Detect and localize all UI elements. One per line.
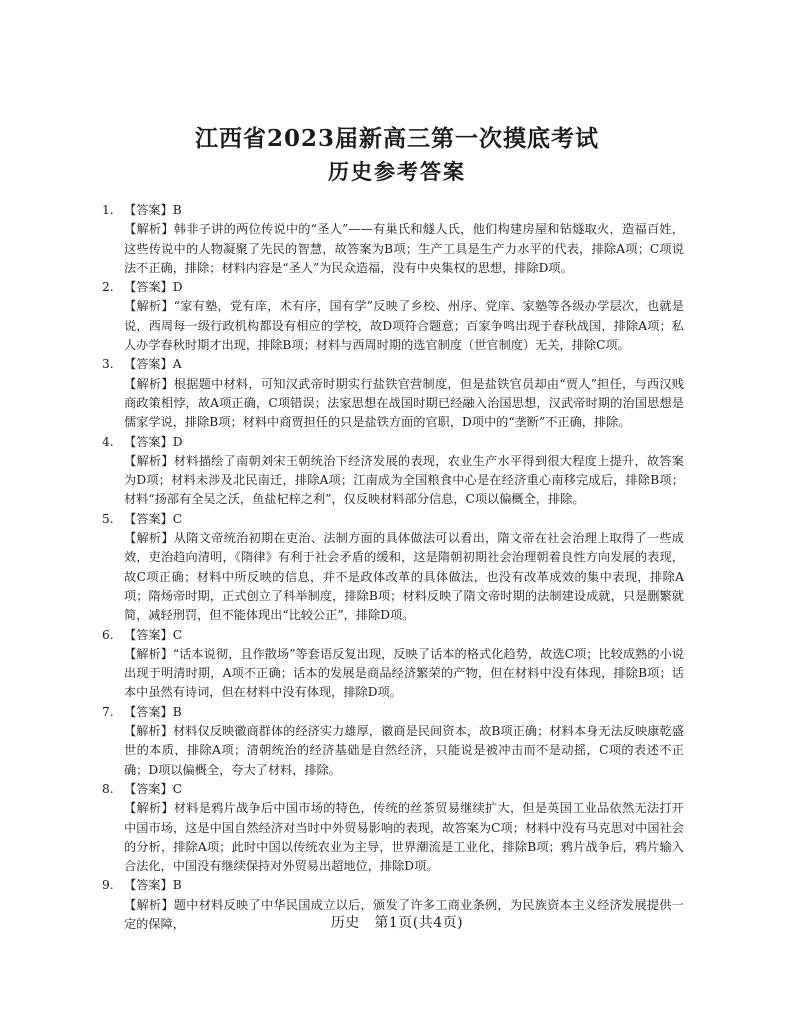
item-number: 1.: [102, 203, 114, 217]
answer-item-2: [102, 278, 684, 355]
item-number: 4.: [102, 434, 114, 449]
item-number: 2.: [102, 280, 114, 295]
answer-key: 【答案】C: [124, 627, 183, 642]
answer-key: 【答案】B: [124, 203, 182, 217]
document-title: 江西省2023届新高三第一次摸底考试: [194, 125, 599, 152]
analysis-text: 【解析】根据题中材料，可知汉武帝时期实行盐铁官营制度，但是盐铁官员却由“贾人”担任，与西汉贱商政策相悖，故A项正确，C项错误；法家思想在战国时期已经融入治国思想，汉武帝时期的治国思想是儒家学说，排除B项；材料中商贾担任的只是盐铁方面的官职，D项中的“垄断”不正确，排除。: [124, 376, 684, 430]
answer-key: 【答案】C: [124, 511, 183, 526]
answer-item-3: [102, 355, 684, 432]
item-number: 9.: [102, 878, 114, 893]
analysis-text: 【解析】“话本说彻，且作散场”等套语反复出现，反映了话本的格式化趋势，故选C项；比较成熟的小说出现于明清时期，A项不正确；话本的发展是商品经济繁荣的产物，但在材料中没有体现，排除B项；话本中虽然有诗词，但在材料中没有体现，排除D项。: [124, 646, 684, 700]
answer-item-4: [102, 433, 684, 510]
item-number: 8.: [102, 781, 114, 796]
analysis-text: 【解析】韩非子讲的两位传说中的“圣人”——有巢氏和燧人氏，他们构建房屋和钻燧取火，造福百姓，这些传说中的人物凝聚了先民的智慧，故答案为B项；生产工具是生产力水平的代表，排除A项；C项说法不正确，排除；材料内容是“圣人”为民众造福，没有中央集权的思想，排除D项。: [124, 222, 684, 275]
document-subtitle: 历史参考答案: [328, 159, 466, 184]
answer-item-1: [102, 201, 684, 278]
answer-item-8: [102, 780, 684, 876]
item-number: 3.: [102, 357, 114, 372]
analysis-text: 【解析】材料仅反映徽商群体的经济实力雄厚，徽商是民间资本，故B项正确；材料本身无法反映康乾盛世的本质，排除A项；清朝统治的经济基础是自然经济，只能说是被冲击而不是动摇，C项的表述不正确；D项以偏概全，夸大了材料，排除。: [124, 724, 684, 777]
analysis-text: 【解析】题中材料反映了中华民国成立以后，颁发了许多工商业条例，为民族资本主义经济发展提供一定的保障，: [124, 897, 684, 931]
page-footer: 历史 第1页(共4页): [330, 915, 464, 931]
answer-key: 【答案】A: [124, 357, 182, 372]
item-number: 6.: [102, 627, 114, 642]
analysis-text: 【解析】材料是鸦片战争后中国市场的特色，传统的丝茶贸易继续扩大，但是英国工业品依然无法打开中国市场，这是中国自然经济对当时中外贸易影响的表现，故答案为C项；材料中没有马克思对中国社会的分析，排除A项；此时中国以传统农业为主导，世界潮流是工业化，排除B项；鸦片战争后，鸦片输入合法化，中国没有继续保持对外贸易出超地位，排除D项。: [124, 801, 684, 874]
answer-list: [102, 201, 684, 934]
answer-key: 【答案】D: [124, 434, 183, 449]
item-number: 7.: [102, 704, 114, 719]
analysis-text: 【解析】“家有塾，党有庠，术有序，国有学”反映了乡校、州序、党庠、家塾等各级办学层次，也就是说，西周每一级行政机构都设有相应的学校，故D项符合题意；百家争鸣出现于春秋战国，排除A项；私人办学春秋时期才出现，排除B项；材料与西周时期的选官制度（世官制度）无关，排除C项。: [124, 299, 684, 353]
item-number: 5.: [102, 511, 114, 526]
answer-key: 【答案】B: [124, 878, 182, 893]
answer-item-7: [102, 703, 684, 780]
answer-key: 【答案】C: [124, 781, 183, 796]
answer-key: 【答案】B: [124, 704, 182, 719]
answer-item-5: [102, 510, 684, 626]
analysis-text: 【解析】材料描绘了南朝刘宋王朝统治下经济发展的表现，农业生产水平得到很大程度上提升，故答案为D项；材料未涉及北民南迁，排除A项；江南成为全国粮食中心是在经济重心南移完成后，排除B项；材料“扬部有全吴之沃，鱼盐杞梓之利”，仅反映材料部分信息，C项以偏概全，排除。: [124, 453, 684, 507]
answer-item-6: [102, 626, 684, 703]
answer-key: 【答案】D: [124, 280, 183, 295]
analysis-text: 【解析】从隋文帝统治初期在吏治、法制方面的具体做法可以看出，隋文帝在社会治理上取得了一些成效，吏治趋向清明，《隋律》有利于社会矛盾的缓和，这是隋朝初期社会治理朝着良性方向发展的表现，故C项正确；材料中所反映的信息，并不是政体改革的具体做法，也没有改革成效的集中表现，排除A项；隋炀帝时期，正式创立了科举制度，排除B项；材料反映了隋文帝时期的法制建设成就，只是删繁就简，减轻刑罚，但不能体现出“比较公正”，排除D项。: [124, 531, 684, 623]
